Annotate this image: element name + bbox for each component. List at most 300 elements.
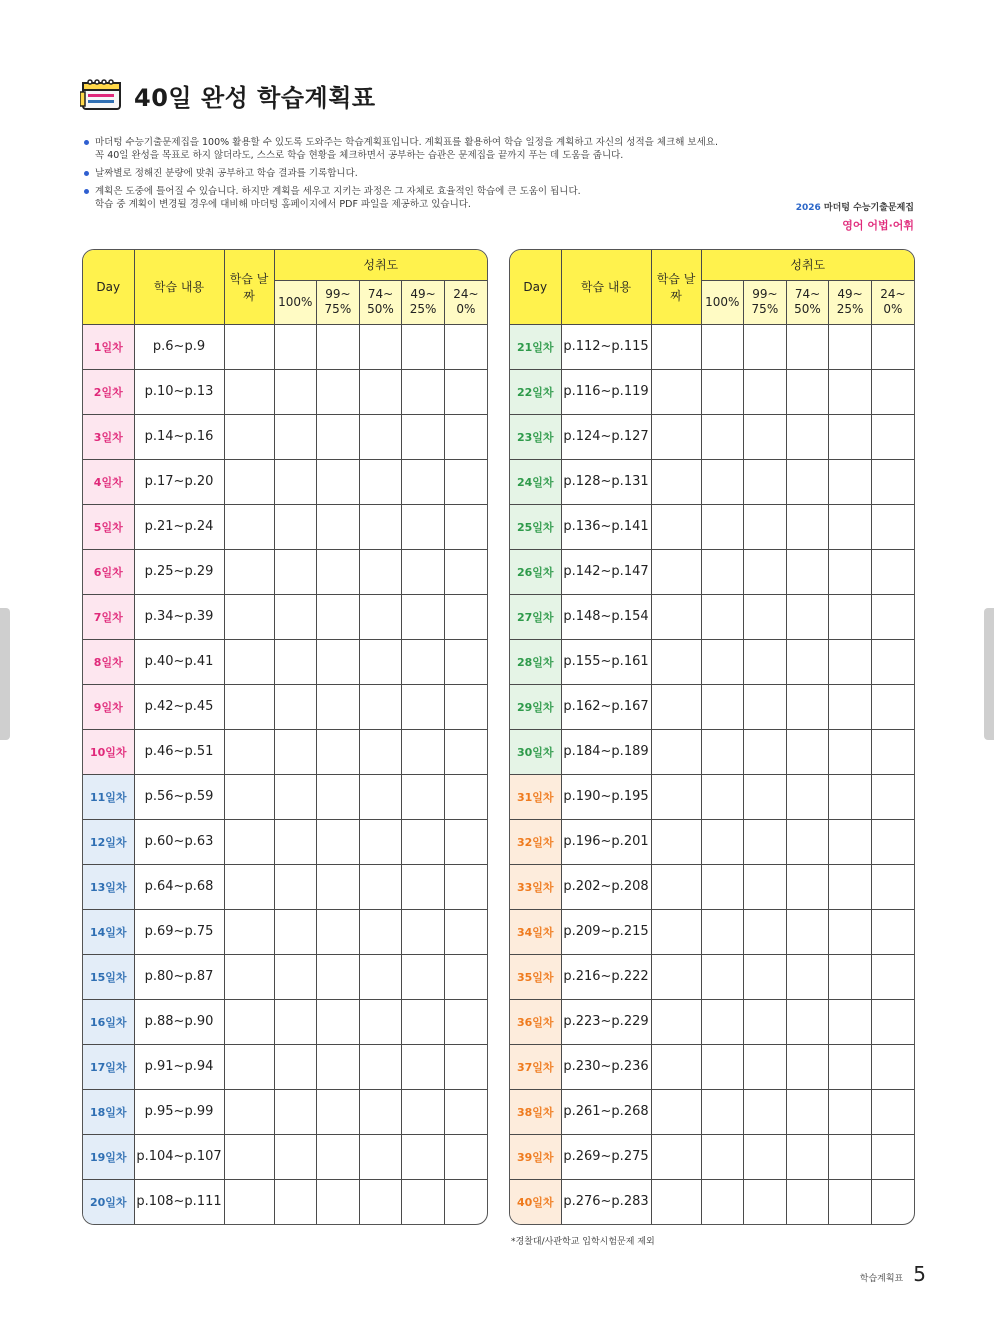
achievement-cell[interactable]: [744, 1044, 787, 1089]
achievement-cell[interactable]: [402, 909, 445, 954]
table-row: [83, 414, 487, 459]
achievement-cell[interactable]: [359, 999, 402, 1044]
achievement-cell[interactable]: [317, 864, 360, 909]
instruction-line: 학습 중 계획이 변경될 경우에 대비해 마더텅 홈페이지에서 PDF 파일을 제공하고 있습니다.: [95, 199, 471, 210]
date-cell[interactable]: [224, 1044, 274, 1089]
achievement-cell[interactable]: [317, 549, 360, 594]
achievement-cell[interactable]: [829, 414, 872, 459]
date-cell[interactable]: [224, 684, 274, 729]
achievement-cell[interactable]: [701, 369, 744, 414]
achievement-cell[interactable]: [744, 999, 787, 1044]
achievement-cell[interactable]: [786, 504, 829, 549]
achievement-cell[interactable]: [359, 774, 402, 819]
achievement-cell[interactable]: [829, 909, 872, 954]
achievement-cell[interactable]: [444, 1179, 487, 1224]
achievement-cell[interactable]: [402, 324, 445, 369]
day-number: 25: [516, 520, 533, 534]
achievement-cell[interactable]: [701, 1179, 744, 1224]
achievement-cell[interactable]: [444, 1044, 487, 1089]
achievement-cell[interactable]: [744, 774, 787, 819]
date-cell[interactable]: [651, 729, 701, 774]
date-cell[interactable]: [651, 504, 701, 549]
day-cell: [83, 1179, 134, 1224]
date-cell[interactable]: [651, 819, 701, 864]
achievement-cell[interactable]: [786, 1044, 829, 1089]
content-cell: p.184~p.189: [561, 729, 651, 774]
content-cell: p.104~p.107: [134, 1134, 224, 1179]
achievement-cell[interactable]: [786, 1179, 829, 1224]
achievement-cell[interactable]: [402, 1089, 445, 1134]
achievement-cell[interactable]: [274, 1179, 317, 1224]
achievement-cell[interactable]: [317, 1089, 360, 1134]
achievement-cell[interactable]: [701, 594, 744, 639]
col-header-achievement: 성취도: [701, 250, 914, 280]
achievement-cell[interactable]: [402, 954, 445, 999]
achievement-cell[interactable]: [317, 819, 360, 864]
achievement-cell[interactable]: [317, 324, 360, 369]
achievement-cell[interactable]: [274, 639, 317, 684]
achievement-cell[interactable]: [274, 549, 317, 594]
achievement-cell[interactable]: [701, 1134, 744, 1179]
achievement-cell[interactable]: [701, 324, 744, 369]
achievement-cell[interactable]: [786, 864, 829, 909]
achievement-cell[interactable]: [744, 729, 787, 774]
achievement-cell[interactable]: [274, 864, 317, 909]
achievement-cell[interactable]: [744, 864, 787, 909]
achievement-cell[interactable]: [274, 954, 317, 999]
achievement-cell[interactable]: [317, 774, 360, 819]
achievement-cell[interactable]: [274, 369, 317, 414]
achievement-cell[interactable]: [701, 549, 744, 594]
achievement-cell[interactable]: [359, 819, 402, 864]
achievement-cell[interactable]: [317, 414, 360, 459]
day-number: 4: [93, 475, 102, 489]
achievement-cell[interactable]: [444, 864, 487, 909]
achievement-cell[interactable]: [829, 1179, 872, 1224]
achievement-cell[interactable]: [786, 999, 829, 1044]
instruction-item: [84, 136, 784, 162]
content-cell: p.21~p.24: [134, 504, 224, 549]
achievement-cell[interactable]: [786, 369, 829, 414]
achievement-cell[interactable]: [786, 324, 829, 369]
achievement-cell[interactable]: [701, 999, 744, 1044]
achievement-cell[interactable]: [871, 1179, 914, 1224]
achievement-cell[interactable]: [744, 369, 787, 414]
achievement-cell[interactable]: [829, 504, 872, 549]
achievement-cell[interactable]: [871, 639, 914, 684]
achievement-cell[interactable]: [829, 729, 872, 774]
achievement-cell[interactable]: [744, 594, 787, 639]
col-header-pct: 100%: [701, 280, 744, 324]
date-cell[interactable]: [224, 864, 274, 909]
achievement-cell[interactable]: [317, 909, 360, 954]
day-number: 40: [516, 1195, 533, 1209]
achievement-cell[interactable]: [317, 504, 360, 549]
date-cell[interactable]: [651, 1089, 701, 1134]
achievement-cell[interactable]: [786, 639, 829, 684]
date-cell[interactable]: [651, 324, 701, 369]
date-cell[interactable]: [651, 1044, 701, 1089]
date-cell[interactable]: [651, 414, 701, 459]
achievement-cell[interactable]: [359, 1179, 402, 1224]
achievement-cell[interactable]: [829, 954, 872, 999]
achievement-cell[interactable]: [701, 1044, 744, 1089]
achievement-cell[interactable]: [701, 459, 744, 504]
date-cell[interactable]: [224, 1134, 274, 1179]
date-cell[interactable]: [224, 1179, 274, 1224]
achievement-cell[interactable]: [359, 909, 402, 954]
day-cell: [83, 504, 134, 549]
achievement-cell[interactable]: [786, 729, 829, 774]
day-cell: [83, 999, 134, 1044]
achievement-cell[interactable]: [871, 909, 914, 954]
achievement-cell[interactable]: [359, 594, 402, 639]
achievement-cell[interactable]: [829, 324, 872, 369]
achievement-cell[interactable]: [274, 1044, 317, 1089]
table-row: [510, 684, 914, 729]
day-number: 20: [89, 1195, 106, 1209]
achievement-cell[interactable]: [871, 414, 914, 459]
achievement-cell[interactable]: [402, 1179, 445, 1224]
date-cell[interactable]: [224, 594, 274, 639]
achievement-cell[interactable]: [274, 594, 317, 639]
date-cell[interactable]: [224, 324, 274, 369]
achievement-cell[interactable]: [359, 414, 402, 459]
achievement-cell[interactable]: [829, 1044, 872, 1089]
planner-icon: [80, 79, 122, 111]
achievement-cell[interactable]: [274, 909, 317, 954]
content-cell: p.261~p.268: [561, 1089, 651, 1134]
achievement-cell[interactable]: [359, 729, 402, 774]
date-cell[interactable]: [224, 459, 274, 504]
achievement-cell[interactable]: [274, 819, 317, 864]
instruction-line: 계획은 도중에 틀어질 수 있습니다. 하지만 계획을 세우고 지키는 과정은 그 자체로 효율적인 학습에 큰 도움이 됩니다.: [95, 186, 581, 197]
day-number: 13: [89, 880, 106, 894]
achievement-cell[interactable]: [444, 324, 487, 369]
achievement-cell[interactable]: [829, 369, 872, 414]
achievement-cell[interactable]: [829, 594, 872, 639]
achievement-cell[interactable]: [359, 549, 402, 594]
day-cell: [510, 414, 561, 459]
achievement-cell[interactable]: [444, 729, 487, 774]
achievement-cell[interactable]: [786, 1089, 829, 1134]
achievement-cell[interactable]: [444, 999, 487, 1044]
day-unit: 일차: [101, 475, 123, 489]
achievement-cell[interactable]: [829, 819, 872, 864]
date-cell[interactable]: [224, 954, 274, 999]
achievement-cell[interactable]: [701, 954, 744, 999]
date-cell[interactable]: [651, 369, 701, 414]
achievement-cell[interactable]: [871, 1134, 914, 1179]
achievement-cell[interactable]: [274, 1134, 317, 1179]
achievement-cell[interactable]: [871, 819, 914, 864]
achievement-cell[interactable]: [317, 459, 360, 504]
content-cell: p.112~p.115: [561, 324, 651, 369]
achievement-cell[interactable]: [829, 1089, 872, 1134]
achievement-cell[interactable]: [444, 549, 487, 594]
date-cell[interactable]: [224, 549, 274, 594]
date-cell[interactable]: [224, 774, 274, 819]
date-cell[interactable]: [224, 999, 274, 1044]
achievement-cell[interactable]: [402, 729, 445, 774]
table-row: [510, 1089, 914, 1134]
achievement-cell[interactable]: [444, 1089, 487, 1134]
achievement-cell[interactable]: [871, 504, 914, 549]
day-unit: 일차: [105, 1105, 127, 1119]
instruction-item: [84, 185, 784, 211]
content-cell: p.95~p.99: [134, 1089, 224, 1134]
achievement-cell[interactable]: [829, 864, 872, 909]
achievement-cell[interactable]: [871, 999, 914, 1044]
date-cell[interactable]: [224, 639, 274, 684]
day-number: 10: [89, 745, 106, 759]
table-row: [510, 459, 914, 504]
content-cell: p.223~p.229: [561, 999, 651, 1044]
achievement-cell[interactable]: [786, 414, 829, 459]
achievement-cell[interactable]: [402, 639, 445, 684]
achievement-cell[interactable]: [744, 459, 787, 504]
achievement-cell[interactable]: [317, 594, 360, 639]
date-cell[interactable]: [224, 414, 274, 459]
achievement-cell[interactable]: [701, 909, 744, 954]
achievement-cell[interactable]: [402, 369, 445, 414]
date-cell[interactable]: [651, 1134, 701, 1179]
day-cell: [510, 369, 561, 414]
achievement-cell[interactable]: [871, 594, 914, 639]
achievement-cell[interactable]: [701, 414, 744, 459]
achievement-cell[interactable]: [359, 864, 402, 909]
col-header-date: 학습 날짜: [651, 250, 701, 324]
achievement-cell[interactable]: [402, 459, 445, 504]
achievement-cell[interactable]: [701, 729, 744, 774]
achievement-cell[interactable]: [786, 459, 829, 504]
achievement-cell[interactable]: [402, 864, 445, 909]
achievement-cell[interactable]: [871, 1044, 914, 1089]
date-cell[interactable]: [224, 369, 274, 414]
footnote: *경찰대/사관학교 입학시험문제 제외: [511, 1237, 655, 1247]
achievement-cell[interactable]: [871, 369, 914, 414]
achievement-cell[interactable]: [871, 459, 914, 504]
achievement-cell[interactable]: [744, 909, 787, 954]
day-unit: 일차: [101, 655, 123, 669]
achievement-cell[interactable]: [359, 1134, 402, 1179]
content-cell: p.25~p.29: [134, 549, 224, 594]
achievement-cell[interactable]: [744, 504, 787, 549]
date-cell[interactable]: [651, 954, 701, 999]
date-cell[interactable]: [224, 1089, 274, 1134]
achievement-cell[interactable]: [871, 729, 914, 774]
day-unit: 일차: [532, 790, 554, 804]
achievement-cell[interactable]: [871, 324, 914, 369]
achievement-cell[interactable]: [359, 1044, 402, 1089]
achievement-cell[interactable]: [317, 1134, 360, 1179]
day-unit: 일차: [532, 700, 554, 714]
day-unit: 일차: [532, 1150, 554, 1164]
content-cell: p.40~p.41: [134, 639, 224, 684]
achievement-cell[interactable]: [871, 1089, 914, 1134]
achievement-cell[interactable]: [274, 774, 317, 819]
date-cell[interactable]: [651, 549, 701, 594]
achievement-cell[interactable]: [274, 414, 317, 459]
day-number: 8: [93, 655, 102, 669]
achievement-cell[interactable]: [402, 1134, 445, 1179]
plan-table-left: [82, 249, 488, 1225]
achievement-cell[interactable]: [744, 1089, 787, 1134]
achievement-cell[interactable]: [274, 459, 317, 504]
date-cell[interactable]: [651, 1179, 701, 1224]
achievement-cell[interactable]: [829, 684, 872, 729]
achievement-cell[interactable]: [829, 774, 872, 819]
day-cell: [510, 459, 561, 504]
achievement-cell[interactable]: [444, 639, 487, 684]
achievement-cell[interactable]: [444, 774, 487, 819]
content-cell: p.69~p.75: [134, 909, 224, 954]
achievement-cell[interactable]: [402, 594, 445, 639]
day-unit: 일차: [105, 790, 127, 804]
achievement-cell[interactable]: [829, 639, 872, 684]
achievement-cell[interactable]: [701, 639, 744, 684]
achievement-cell[interactable]: [829, 999, 872, 1044]
achievement-cell[interactable]: [744, 1179, 787, 1224]
achievement-cell[interactable]: [744, 954, 787, 999]
achievement-cell[interactable]: [359, 639, 402, 684]
achievement-cell[interactable]: [701, 774, 744, 819]
achievement-cell[interactable]: [359, 684, 402, 729]
achievement-cell[interactable]: [871, 864, 914, 909]
achievement-cell[interactable]: [317, 1044, 360, 1089]
date-cell[interactable]: [651, 639, 701, 684]
achievement-cell[interactable]: [744, 639, 787, 684]
table-row: [83, 324, 487, 369]
content-cell: p.64~p.68: [134, 864, 224, 909]
achievement-cell[interactable]: [786, 909, 829, 954]
achievement-cell[interactable]: [786, 549, 829, 594]
achievement-cell[interactable]: [444, 954, 487, 999]
achievement-cell[interactable]: [444, 459, 487, 504]
table-row: [83, 1044, 487, 1089]
achievement-cell[interactable]: [317, 954, 360, 999]
achievement-cell[interactable]: [317, 999, 360, 1044]
achievement-cell[interactable]: [359, 504, 402, 549]
achievement-cell[interactable]: [274, 684, 317, 729]
table-row: [83, 819, 487, 864]
achievement-cell[interactable]: [402, 504, 445, 549]
date-cell[interactable]: [651, 774, 701, 819]
achievement-cell[interactable]: [829, 459, 872, 504]
achievement-cell[interactable]: [444, 594, 487, 639]
achievement-cell[interactable]: [701, 1089, 744, 1134]
date-cell[interactable]: [651, 594, 701, 639]
achievement-cell[interactable]: [359, 324, 402, 369]
achievement-cell[interactable]: [444, 819, 487, 864]
achievement-cell[interactable]: [786, 594, 829, 639]
achievement-cell[interactable]: [317, 729, 360, 774]
table-row: [510, 1179, 914, 1224]
col-header-pct: 74~ 50%: [786, 280, 829, 324]
day-unit: 일차: [105, 880, 127, 894]
achievement-cell[interactable]: [274, 504, 317, 549]
achievement-cell[interactable]: [402, 774, 445, 819]
achievement-cell[interactable]: [444, 504, 487, 549]
day-cell: [510, 774, 561, 819]
achievement-cell[interactable]: [829, 1134, 872, 1179]
achievement-cell[interactable]: [744, 324, 787, 369]
achievement-cell[interactable]: [402, 819, 445, 864]
achievement-cell[interactable]: [317, 369, 360, 414]
achievement-cell[interactable]: [871, 954, 914, 999]
achievement-cell[interactable]: [317, 639, 360, 684]
date-cell[interactable]: [651, 459, 701, 504]
achievement-cell[interactable]: [444, 909, 487, 954]
day-unit: 일차: [101, 520, 123, 534]
achievement-cell[interactable]: [402, 414, 445, 459]
achievement-cell[interactable]: [744, 1134, 787, 1179]
date-cell[interactable]: [651, 864, 701, 909]
achievement-cell[interactable]: [317, 1179, 360, 1224]
date-cell[interactable]: [224, 504, 274, 549]
date-cell[interactable]: [651, 909, 701, 954]
date-cell[interactable]: [651, 999, 701, 1044]
achievement-cell[interactable]: [274, 999, 317, 1044]
achievement-cell[interactable]: [786, 774, 829, 819]
achievement-cell[interactable]: [274, 1089, 317, 1134]
achievement-cell[interactable]: [444, 369, 487, 414]
achievement-cell[interactable]: [786, 819, 829, 864]
page-number: 5: [913, 1262, 926, 1286]
date-cell[interactable]: [224, 729, 274, 774]
achievement-cell[interactable]: [402, 1044, 445, 1089]
date-cell[interactable]: [651, 684, 701, 729]
achievement-cell[interactable]: [444, 684, 487, 729]
achievement-cell[interactable]: [701, 684, 744, 729]
achievement-cell[interactable]: [871, 774, 914, 819]
achievement-cell[interactable]: [786, 684, 829, 729]
achievement-cell[interactable]: [444, 414, 487, 459]
achievement-cell[interactable]: [402, 999, 445, 1044]
achievement-cell[interactable]: [786, 954, 829, 999]
achievement-cell[interactable]: [744, 414, 787, 459]
achievement-cell[interactable]: [359, 954, 402, 999]
table-row: [510, 729, 914, 774]
achievement-cell[interactable]: [744, 819, 787, 864]
achievement-cell[interactable]: [701, 504, 744, 549]
content-cell: p.14~p.16: [134, 414, 224, 459]
date-cell[interactable]: [224, 819, 274, 864]
achievement-cell[interactable]: [359, 369, 402, 414]
achievement-cell[interactable]: [274, 729, 317, 774]
achievement-cell[interactable]: [701, 864, 744, 909]
achievement-cell[interactable]: [359, 459, 402, 504]
achievement-cell[interactable]: [871, 549, 914, 594]
table-row: [510, 774, 914, 819]
achievement-cell[interactable]: [274, 324, 317, 369]
achievement-cell[interactable]: [359, 1089, 402, 1134]
date-cell[interactable]: [224, 909, 274, 954]
day-unit: 일차: [105, 1150, 127, 1164]
achievement-cell[interactable]: [786, 1134, 829, 1179]
instruction-item: [84, 167, 784, 180]
achievement-cell[interactable]: [402, 684, 445, 729]
achievement-cell[interactable]: [871, 684, 914, 729]
achievement-cell[interactable]: [317, 684, 360, 729]
achievement-cell[interactable]: [744, 684, 787, 729]
day-number: 30: [516, 745, 533, 759]
achievement-cell[interactable]: [402, 549, 445, 594]
achievement-cell[interactable]: [444, 1134, 487, 1179]
achievement-cell[interactable]: [744, 549, 787, 594]
achievement-cell[interactable]: [829, 549, 872, 594]
achievement-cell[interactable]: [701, 819, 744, 864]
